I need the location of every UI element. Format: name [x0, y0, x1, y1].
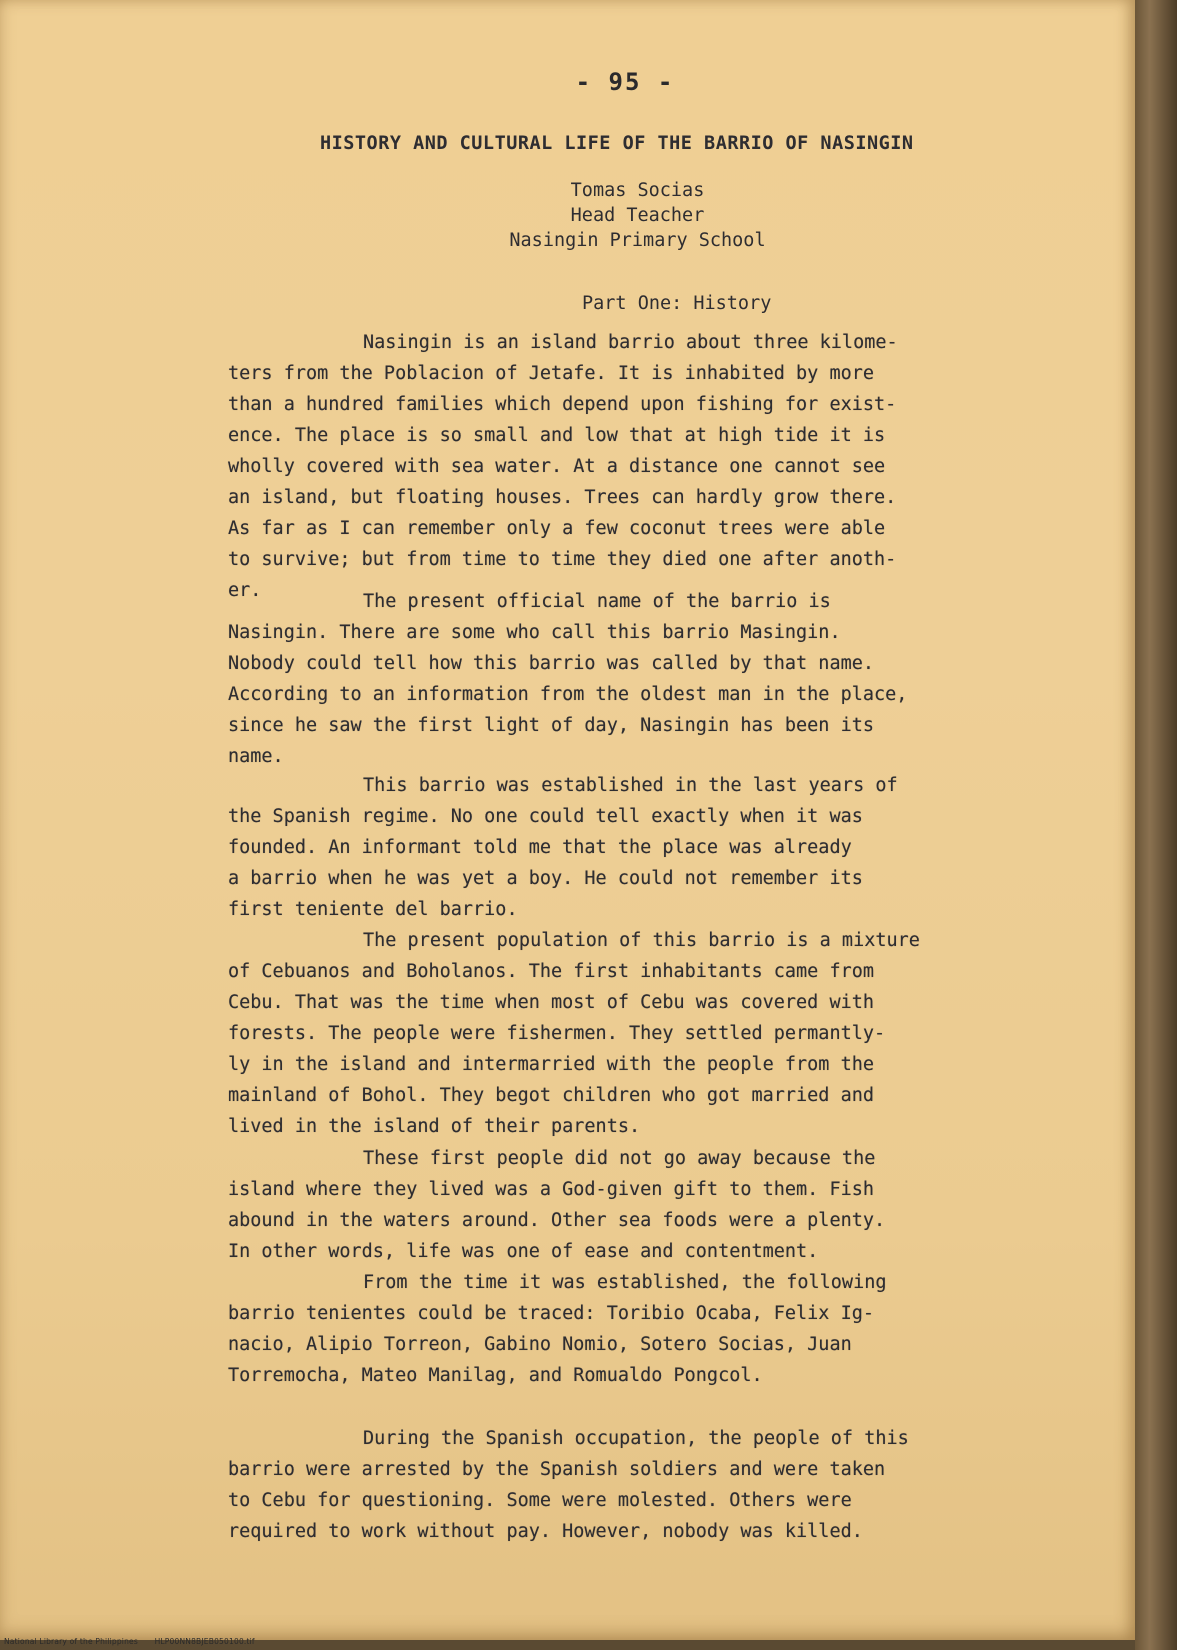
paragraph-line: abound in the waters around. Other sea foods were a plenty. — [228, 1210, 886, 1231]
paragraph-line: the Spanish regime. No one could tell exactly when it was — [228, 806, 863, 827]
school-name: Nasingin Primary School — [509, 230, 766, 251]
paragraph-line: Nasingin is an island barrio about three kilome- — [363, 332, 898, 353]
paragraph-line: a barrio when he was yet a boy. He could not remember its — [228, 868, 863, 889]
scan-footer — [4, 1637, 255, 1646]
paragraph-line: Torremocha, Mateo Manilag, and Romualdo Pongcol. — [228, 1365, 763, 1386]
paragraph-line: Nobody could tell how this barrio was called by that name. — [228, 653, 875, 674]
paragraph-3 — [228, 770, 1058, 925]
paragraph-line: forests. The people were fishermen. They settled permantly- — [228, 1023, 886, 1044]
paragraph-2 — [228, 586, 1058, 772]
paragraph-line: wholly covered with sea water. At a distance one cannot see — [228, 456, 886, 477]
paragraph-line: to Cebu for questioning. Some were molested. Others were — [228, 1490, 852, 1511]
paragraph-6 — [228, 1267, 1058, 1391]
library-credit: National Library of the Philippines — [4, 1637, 138, 1646]
paragraph-line: lived in the island of their parents. — [228, 1116, 641, 1137]
paragraph-line: than a hundred families which depend upon fishing for exist- — [228, 394, 897, 415]
paragraph-line: These first people did not go away because the — [363, 1148, 876, 1169]
paragraph-line: nacio, Alipio Torreon, Gabino Nomio, Sotero Socias, Juan — [228, 1334, 852, 1355]
author-position: Head Teacher — [570, 205, 705, 226]
paragraph-line: required to work without pay. However, nobody was killed. — [228, 1521, 863, 1542]
paragraph-4 — [228, 925, 1058, 1142]
paragraph-7 — [228, 1423, 1058, 1547]
paragraph-line: ly in the island and intermarried with the people from the — [228, 1054, 875, 1075]
page-number: - 95 - — [575, 68, 675, 96]
paragraph-line: to survive; but from time to time they died one after anoth- — [228, 549, 897, 570]
paragraph-line: Cebu. That was the time when most of Cebu was covered with — [228, 992, 875, 1013]
paragraph-line: island where they lived was a God-given gift to them. Fish — [228, 1179, 875, 1200]
paragraph-line: The present population of this barrio is a mixture — [363, 930, 920, 951]
paragraph-line: ence. The place is so small and low that at high tide it is — [228, 425, 886, 446]
paragraph-line: name. — [228, 746, 284, 767]
paragraph-1 — [228, 327, 1058, 606]
paragraph-line: barrio were arrested by the Spanish soldiers and were taken — [228, 1459, 886, 1480]
paragraph-line: From the time it was established, the following — [363, 1272, 887, 1293]
paragraph-5 — [228, 1143, 1058, 1267]
paragraph-line: According to an information from the oldest man in the place, — [228, 684, 908, 705]
paragraph-line: an island, but floating houses. Trees can hardly grow there. — [228, 487, 897, 508]
document-title: HISTORY AND CULTURAL LIFE OF THE BARRIO OF NASINGIN — [320, 133, 914, 154]
paragraph-line: In other words, life was one of ease and contentment. — [228, 1241, 819, 1262]
paragraph-line: ters from the Poblacion of Jetafe. It is inhabited by more — [228, 363, 875, 384]
paragraph-line: barrio tenientes could be traced: Toribio Ocaba, Felix Ig- — [228, 1303, 875, 1324]
paragraph-line: This barrio was established in the last years of — [363, 775, 898, 796]
section-heading: Part One: History — [582, 293, 772, 314]
paragraph-line: Nasingin. There are some who call this barrio Masingin. — [228, 622, 841, 643]
paragraph-line: The present official name of the barrio is — [363, 591, 831, 612]
paragraph-line: since he saw the first light of day, Nasingin has been its — [228, 715, 875, 736]
paragraph-line: founded. An informant told me that the place was already — [228, 837, 852, 858]
file-id: HLP00NN8BJEB050100.tif — [154, 1637, 255, 1646]
paragraph-line: As far as I can remember only a few coconut trees were able — [228, 518, 886, 539]
paragraph-line: first teniente del barrio. — [228, 899, 518, 920]
book-spine-edge — [1135, 0, 1177, 1650]
paragraph-line: of Cebuanos and Boholanos. The first inhabitants came from — [228, 961, 875, 982]
paragraph-line: mainland of Bohol. They begot children who got married and — [228, 1085, 875, 1106]
paragraph-line: During the Spanish occupation, the people of this — [363, 1428, 909, 1449]
author-name: Tomas Socias — [570, 180, 705, 201]
paragraph-line: er. — [228, 580, 262, 601]
